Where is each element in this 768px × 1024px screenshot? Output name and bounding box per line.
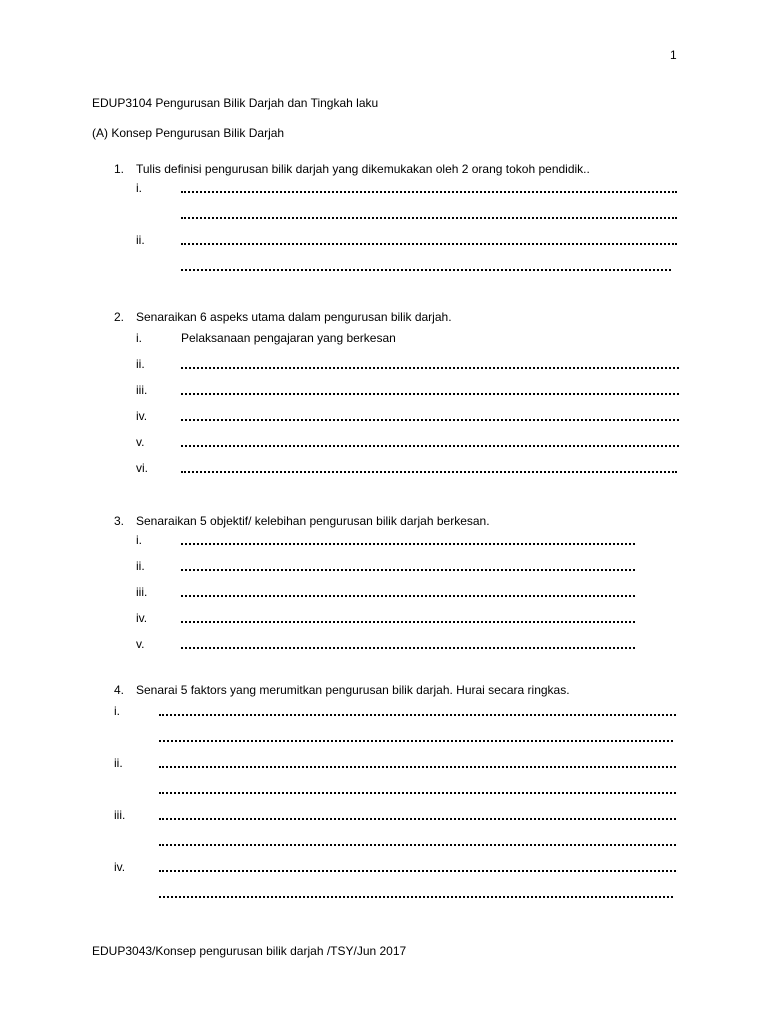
q2-item-v: v. — [136, 435, 145, 449]
q2-number: 2. — [114, 310, 125, 324]
q3-item-i: i. — [136, 533, 142, 547]
answer-line[interactable] — [181, 191, 677, 193]
answer-line[interactable] — [159, 792, 676, 794]
answer-line[interactable] — [159, 896, 673, 898]
answer-line[interactable] — [159, 844, 676, 846]
q2-item-ii: ii. — [136, 357, 145, 371]
q3-item-iv: iv. — [136, 611, 148, 625]
answer-line[interactable] — [159, 818, 676, 820]
q2-item-iii: iii. — [136, 383, 148, 397]
answer-line[interactable] — [181, 621, 635, 623]
q4-item-ii: ii. — [114, 756, 123, 770]
document-title: EDUP3104 Pengurusan Bilik Darjah dan Tingkah laku — [92, 96, 379, 110]
q2-item-i: i. — [136, 331, 142, 345]
q2-item-iv: iv. — [136, 409, 148, 423]
q1-number: 1. — [114, 162, 125, 176]
answer-line[interactable] — [181, 595, 635, 597]
answer-line[interactable] — [159, 870, 676, 872]
q3-item-iii: iii. — [136, 585, 148, 599]
q4-text: Senarai 5 faktors yang merumitkan pengurusan bilik darjah. Hurai secara ringkas. — [136, 683, 570, 697]
answer-line[interactable] — [159, 766, 676, 768]
q4-number: 4. — [114, 683, 125, 697]
q4-item-i: i. — [114, 704, 120, 718]
answer-line[interactable] — [181, 569, 635, 571]
q1-item-i: i. — [136, 181, 142, 195]
answer-line[interactable] — [181, 269, 671, 271]
answer-line[interactable] — [181, 217, 677, 219]
q2-answer-i: Pelaksanaan pengajaran yang berkesan — [181, 331, 396, 345]
q3-item-v: v. — [136, 637, 145, 651]
page-footer: EDUP3043/Konsep pengurusan bilik darjah /TSY/Jun 2017 — [92, 944, 407, 958]
answer-line[interactable] — [181, 647, 635, 649]
q2-text: Senaraikan 6 aspeks utama dalam pengurusan bilik darjah. — [136, 310, 452, 324]
q4-item-iii: iii. — [114, 808, 126, 822]
section-heading: (A) Konsep Pengurusan Bilik Darjah — [92, 126, 285, 140]
answer-line[interactable] — [159, 714, 676, 716]
answer-line[interactable] — [181, 367, 679, 369]
q3-number: 3. — [114, 514, 125, 528]
q1-text: Tulis definisi pengurusan bilik darjah yang dikemukakan oleh 2 orang tokoh pendidik.. — [136, 162, 590, 176]
answer-line[interactable] — [181, 543, 635, 545]
answer-line[interactable] — [181, 243, 677, 245]
answer-line[interactable] — [159, 740, 673, 742]
q2-item-vi: vi. — [136, 461, 148, 475]
answer-line[interactable] — [181, 419, 679, 421]
answer-line[interactable] — [181, 471, 677, 473]
q4-item-iv: iv. — [114, 860, 126, 874]
q3-item-ii: ii. — [136, 559, 145, 573]
answer-line[interactable] — [181, 445, 679, 447]
page-number: 1 — [670, 48, 677, 62]
answer-line[interactable] — [181, 393, 679, 395]
q1-item-ii: ii. — [136, 233, 145, 247]
q3-text: Senaraikan 5 objektif/ kelebihan pengurusan bilik darjah berkesan. — [136, 514, 490, 528]
